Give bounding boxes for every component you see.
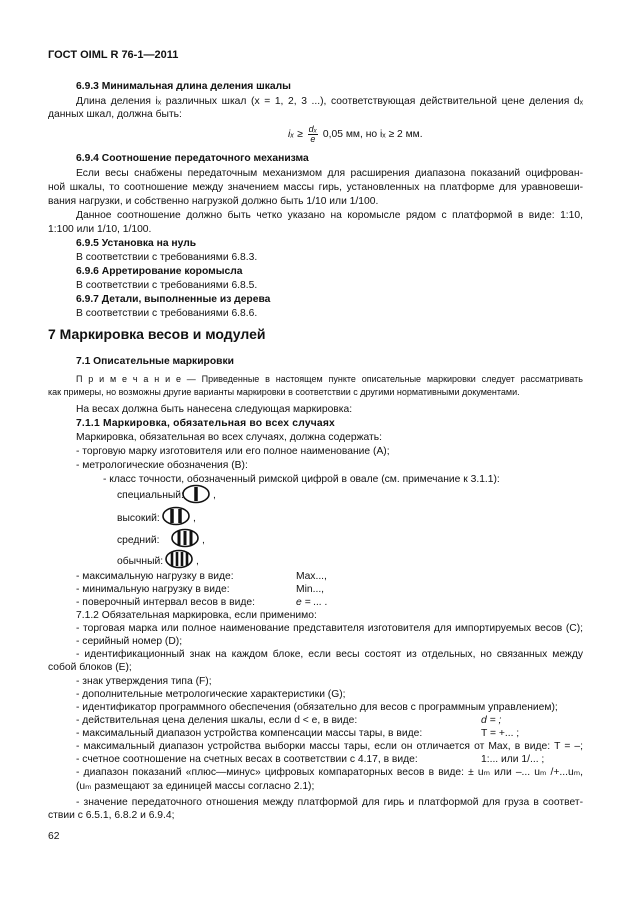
list-item: - метрологические обозначения (B): — [76, 460, 248, 471]
formula-rhs: 0,05 мм, но iₓ ≥ 2 мм. — [322, 129, 423, 141]
heading-7-1: 7.1 Описательные маркировки — [76, 356, 234, 367]
paragraph-line: Длина деления iₓ различных шкал (x = 1, 2, 3 ...), соответствующая действительной цене деления dₓ — [76, 96, 583, 107]
list-item: - торговую марку изготовителя или его полное наименование (A); — [76, 446, 390, 457]
paragraph-line: Данное соотношение должно быть четко указано на коромысле рядом с платформой в виде: 1:10, — [76, 210, 583, 221]
formula-lhs: iₓ ≥ — [288, 129, 303, 141]
comma: , — [193, 513, 196, 524]
list-item: (uₘ размещают за единицей массы согласно 2.1); — [76, 781, 315, 792]
paragraph-line: Маркировка, обязательная во всех случаях, должна содержать: — [76, 432, 382, 443]
comma: , — [213, 490, 216, 501]
accuracy-class-IIII-oval-icon — [164, 549, 194, 569]
fraction-numerator: dₓ — [308, 124, 318, 134]
list-item: ствии с 6.5.1, 6.8.2 и 6.9.4; — [48, 810, 175, 821]
paragraph-line: вания нагрузки, и собственно нагрузкой должно быть 1/10 или 1/100. — [48, 196, 379, 207]
comma: , — [196, 556, 199, 567]
class-label-medium: средний: — [117, 535, 160, 546]
list-item: - серийный номер (D); — [76, 636, 183, 647]
list-item: - максимальный диапазон устройства выборки массы тары, если он отличается от Max, в виде: T = –; — [76, 741, 583, 752]
list-item: - счетное соотношение на счетных весах в соответствии с 4.17, в виде: — [76, 754, 418, 765]
page-number: 62 — [48, 831, 60, 842]
paragraph-line: 7.1.2 Обязательная маркировка, если применимо: — [76, 610, 317, 621]
formula — [288, 125, 423, 144]
max-notation: Max..., — [296, 571, 327, 582]
list-item: - диапазон показаний «плюс—минус» цифровых компараторных весов в виде: ± uₘ или –... uₘ /+...uₘ, — [76, 767, 583, 778]
list-item: - дополнительные метрологические характеристики (G); — [76, 689, 346, 700]
accuracy-class-III-oval-icon — [170, 528, 200, 548]
fraction-denominator: e — [310, 134, 316, 144]
heading-6-9-5: 6.9.5 Установка на нуль — [76, 238, 197, 249]
heading-6-9-7: 6.9.7 Детали, выполненные из дерева — [76, 294, 271, 305]
list-item: - значение передаточного отношения между платформой для гирь и платформой для груза в соответ- — [76, 797, 583, 808]
paragraph-line: данных шкал, должна быть: — [48, 109, 182, 120]
paragraph-line: 1:100 или 1/10, 1/100. — [48, 224, 152, 235]
class-label-high: высокий: — [117, 513, 160, 524]
list-item: - класс точности, обозначенный римской цифрой в овале (см. примечание к 3.1.1): — [103, 474, 500, 485]
accuracy-class-II-oval-icon — [161, 506, 191, 526]
paragraph-line: ной шкалы, то соотношение между значением массы гирь, установленных на платформе для уравновеши- — [48, 182, 583, 193]
min-notation: Min..., — [296, 584, 325, 595]
heading-7-1-1: 7.1.1 Маркировка, обязательная во всех случаях — [76, 418, 335, 429]
accuracy-class-I-oval-icon — [181, 484, 211, 504]
document-header: ГОСТ OIML R 76-1—2011 — [48, 49, 179, 61]
e-notation: e = ... . — [296, 597, 328, 608]
paragraph-line: В соответствии с требованиями 6.8.5. — [76, 280, 258, 291]
list-item: - идентификационный знак на каждом блоке, если весы состоят из отдельных, но связанных между — [76, 649, 583, 660]
t-notation: T = +... ; — [481, 728, 520, 739]
class-label-ordinary: обычный: — [117, 556, 164, 567]
heading-6-9-3: 6.9.3 Минимальная длина деления шкалы — [76, 81, 291, 92]
list-item: - торговая марка или полное наименование представителя изготовителя для импортируемых весов (C); — [76, 623, 583, 634]
list-item: - идентификатор программного обеспечения (обязательно для весов с программным управлением); — [76, 702, 558, 713]
list-item: - знак утверждения типа (F); — [76, 676, 212, 687]
ratio-notation: 1:... или 1/... ; — [481, 754, 545, 765]
list-item: собой блоков (E); — [48, 662, 132, 673]
class-label-special: специальный: — [117, 490, 184, 501]
list-item: - максимальный диапазон устройства компенсации массы тары, в виде: — [76, 728, 423, 739]
heading-6-9-4: 6.9.4 Соотношение передаточного механизма — [76, 153, 309, 164]
paragraph-line: Если весы снабжены передаточным механизмом для расширения диапазона показаний оцифрован- — [76, 168, 583, 179]
list-item: - максимальную нагрузку в виде: — [76, 571, 234, 582]
d-notation: d = ; — [481, 715, 502, 726]
list-item: - действительная цена деления шкалы, если d < e, в виде: — [76, 715, 358, 726]
list-item: - поверочный интервал весов в виде: — [76, 597, 255, 608]
heading-6-9-6: 6.9.6 Арретирование коромысла — [76, 266, 243, 277]
note-line: как примеры, но возможны другие варианты маркировки в соответствии с другими нормативными документами. — [48, 387, 520, 397]
list-item: - минимальную нагрузку в виде: — [76, 584, 230, 595]
note-line: П р и м е ч а н и е — Приведенные в настоящем пункте описательные маркировки следует рассматривать — [76, 374, 583, 384]
comma: , — [202, 535, 205, 546]
paragraph-line: На весах должна быть нанесена следующая маркировка: — [76, 404, 353, 415]
section-7-heading: 7 Маркировка весов и модулей — [48, 326, 266, 342]
formula-fraction — [308, 125, 318, 144]
paragraph-line: В соответствии с требованиями 6.8.3. — [76, 252, 258, 263]
paragraph-line: В соответствии с требованиями 6.8.6. — [76, 308, 258, 319]
